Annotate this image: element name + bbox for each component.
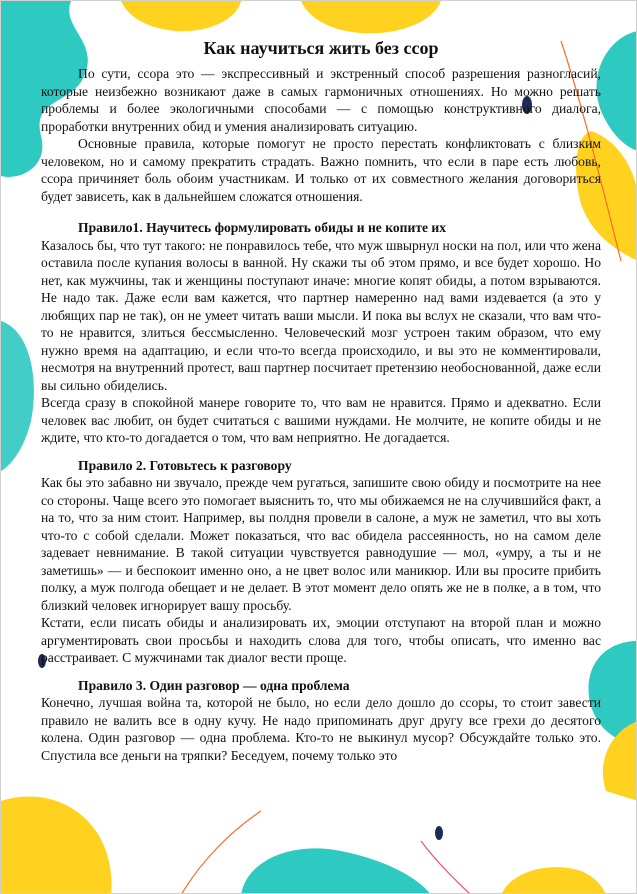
section-1-paragraph-1: Казалось бы, что тут такого: не понравилось тебе, что муж швырнул носки на пол, или что жена оставила после купания волосы в ванной. Ну скажи ты об этом прямо, и все будет хорошо. Но нет, как мужчины, так и женщины поступают иначе: многие копят обиды, а потом взрываются. Не надо так. Даже если вам кажется, что партнер намеренно над вами издевается (а это у любящих пар не так), он не умеет читать ваши мысли. И пока вы вслух не сказали, что вам что-то не нравится, злиться бессмысленно. Человеческий мозг устроен таким образом, что ему нужно время на адаптацию, и если что-то всегда происходило, и вы это не комментировали, несмотря на внутренний протест, ваш партнер посчитает претензию необоснованной, даже если вы сильно обиделись. — [41, 237, 601, 393]
section-3-paragraph-1: Конечно, лучшая война та, которой не было, но если дело дошло до ссоры, то стоит завести правило не валить все в одну кучу. Не надо припоминать друг другу все грехи до десятого колена. Один разговор — одна проблема. Кто-то не выкинул мусор? Обсуждайте только это. Спустила все деньги на тряпки? Беседуем, почему только это — [41, 695, 601, 763]
document-title: Как научиться жить без ссор — [203, 38, 439, 58]
yellow-blob-bottom-left — [1, 796, 112, 894]
section-1-paragraph-2: Всегда сразу в спокойной манере говорите то, что вам не нравится. Прямо и адекватно. Если человек вас любит, он будет считаться с вашими нуждами. Не молчите, не копите обиды и не ждите, что кто-то догадается о том, что вам неприятно. Не догадается. — [41, 395, 601, 445]
yellow-blob-top — [121, 1, 241, 31]
section-2-paragraph-2: Кстати, если писать обиды и анализировать их, эмоции отступают на второй план и можно аргументировать свои просьбы и находить слова для того, чтобы описать, что именно вас расстраивает. С мужчинами так диалог вести проще. — [41, 615, 601, 665]
navy-dot-bottom — [435, 826, 443, 840]
intro-paragraph-1: По сути, ссора это — экспрессивный и экстренный способ разрешения разногласий, которые неизбежно возникают даже в самых гармоничных отношениях. Но можно решать проблемы и более экологичными способами — с помощью конструктивного диалога, проработки внутренних обид и умения анализировать ситуацию. — [41, 66, 601, 134]
teal-blob-right — [596, 31, 637, 151]
section-heading-rule-2: Правило 2. Готовьтесь к разговору — [78, 457, 292, 473]
pink-line-bottom — [421, 841, 471, 894]
intro-paragraph-2: Основные правила, которые помогут не просто перестать конфликтовать с близким человеком, но и самому прекратить страдать. Важно помнить, что если в паре есть любовь, ссора причиняет боль обоим участникам. И только от их совместного желания договориться будет зависеть, как в дальнейшем сложатся отношения. — [41, 136, 601, 204]
document-body — [41, 37, 601, 764]
teal-blob-left-middle — [1, 321, 34, 471]
yellow-blob-bottom-right — [603, 721, 637, 801]
teal-blob-bottom — [241, 848, 431, 894]
section-heading-rule-3: Правило 3. Один разговор — одна проблема — [78, 677, 350, 693]
yellow-blob-top-right — [301, 1, 441, 33]
yellow-blob-bottom-right-small — [501, 867, 606, 894]
section-heading-rule-1: Правило1. Научитесь формулировать обиды и не копите их — [78, 220, 447, 235]
section-2-paragraph-1: Как бы это забавно ни звучало, прежде чем ругаться, запишите свою обиду и посмотрите на нее со стороны. Чаще всего это помогает выяснить то, что мы обижаемся не на случившийся факт, а на то, что за ним стоит. Например, вы полдня провели в салоне, а муж не заметил, что вы хоть что-то с собой сделали. Может показаться, что вас обидела рассеянность, но на самом деле задевает невнимание. В такой ситуации чувствуется равнодушие — мол, «умру, а ты и не заметишь» — и беспокоит именно оно, а не цвет волос или маникюр. Или вы просите прибить полку, а муж полгода обещает и не делает. В этот момент дело опять же не в полке, а в том, что близкий человек игнорирует вашу просьбу. — [41, 475, 601, 613]
